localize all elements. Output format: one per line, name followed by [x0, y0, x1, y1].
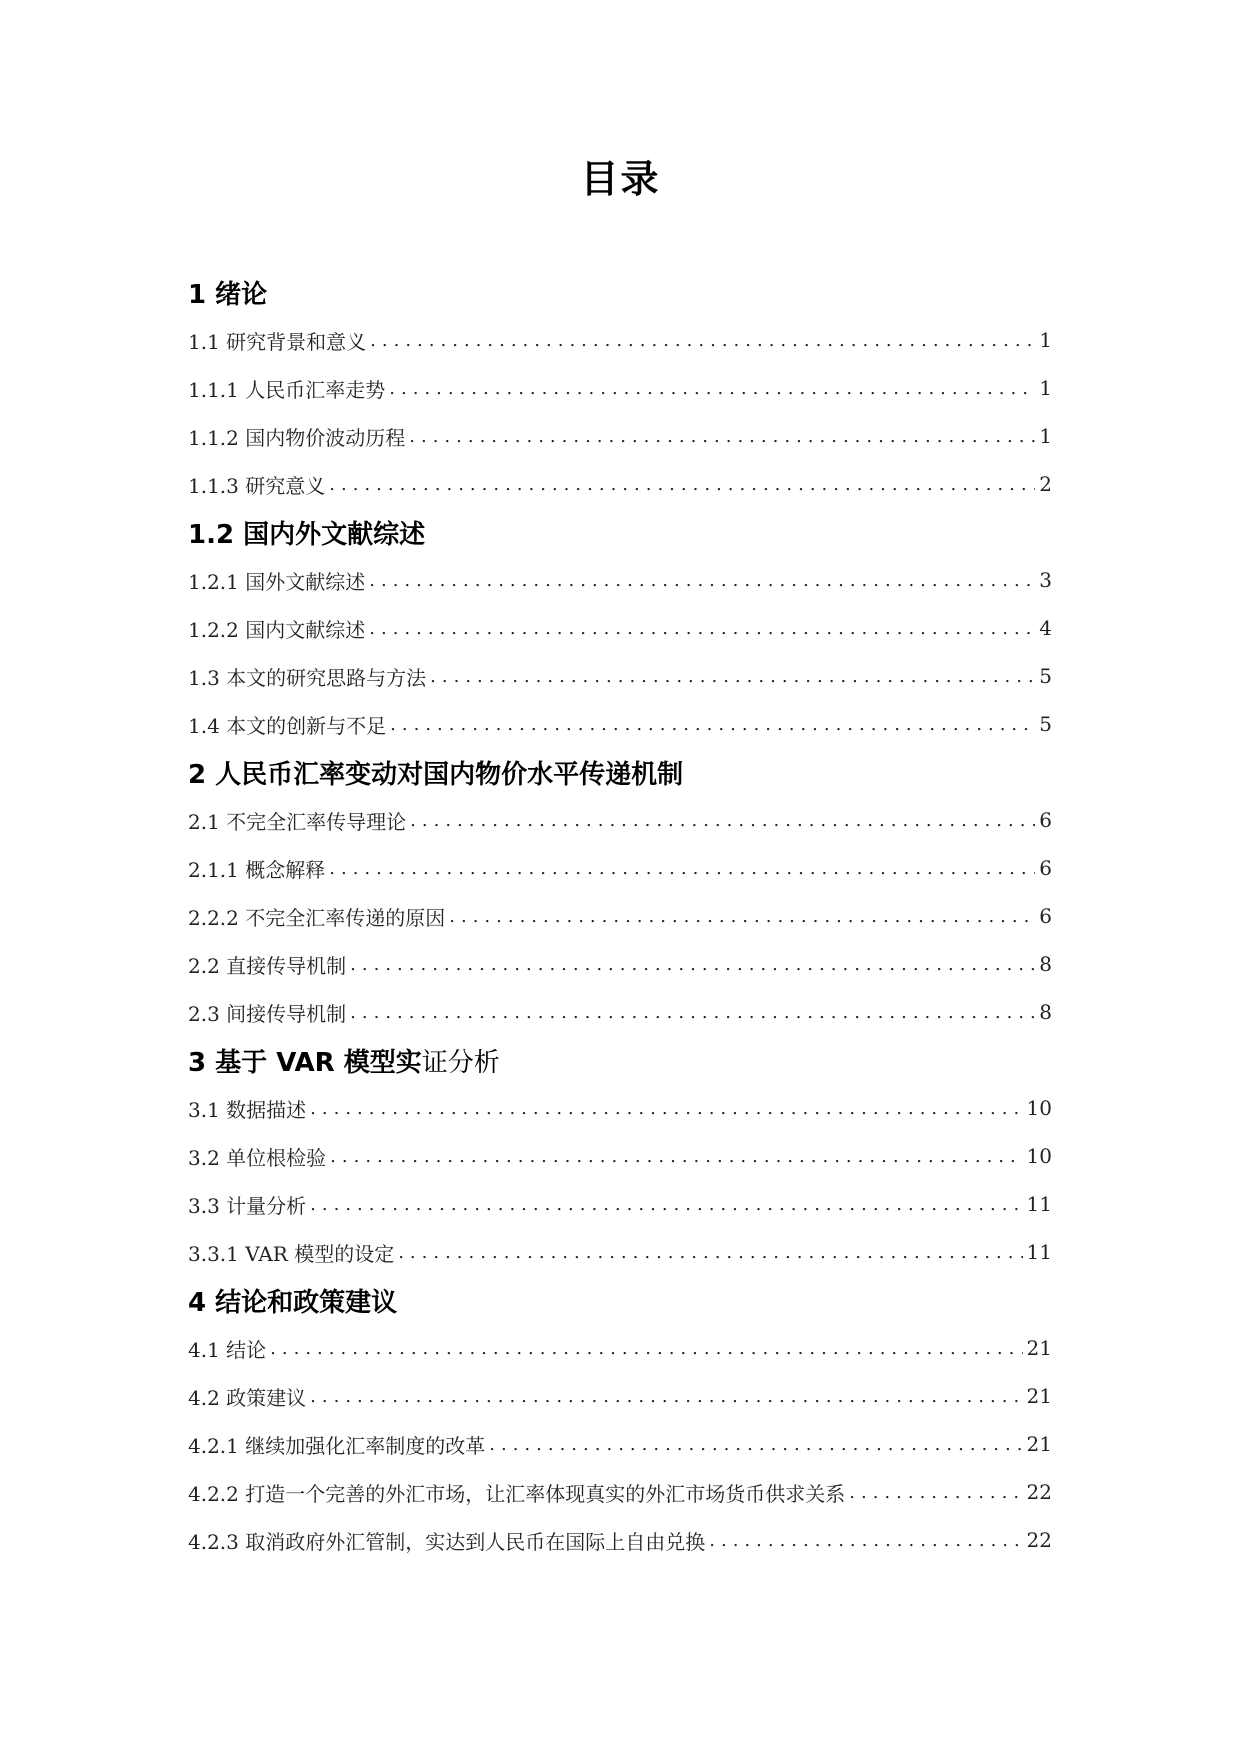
toc-entry-label: 3.1 数据描述 [188, 1097, 307, 1122]
toc-entry-page: 21 [1026, 1384, 1052, 1408]
toc-entry[interactable] [188, 412, 1052, 460]
toc-entry-page: 8 [1039, 952, 1052, 976]
dot-leader [849, 1482, 1022, 1503]
toc-entry[interactable] [188, 1516, 1052, 1564]
toc-entry-label: 1.3 本文的研究思路与方法 [188, 665, 427, 690]
toc-entry-page: 5 [1039, 664, 1052, 688]
dot-leader [409, 426, 1035, 447]
toc-entry[interactable] [188, 796, 1052, 844]
dot-leader [369, 570, 1035, 591]
toc-entry[interactable] [188, 316, 1052, 364]
toc-entry-page: 11 [1026, 1192, 1052, 1216]
toc-entry-label: 2.2 直接传导机制 [188, 953, 347, 978]
dot-leader [310, 1194, 1022, 1215]
chapter-heading-text: 2 人民币汇率变动对国内物价水平传递机制 [188, 759, 684, 790]
dot-leader [350, 1002, 1035, 1023]
toc-entry-label: 3.3 计量分析 [188, 1193, 307, 1218]
toc-entry-label: 1.1.2 国内物价波动历程 [188, 425, 406, 450]
dot-leader [390, 714, 1035, 735]
toc-entry[interactable] [188, 460, 1052, 508]
toc-entry-page: 4 [1039, 616, 1052, 640]
dot-leader [398, 1242, 1022, 1263]
dot-leader [370, 330, 1035, 351]
toc-entry-label: 2.2.2 不完全汇率传递的原因 [188, 905, 446, 930]
toc-entry-page: 10 [1026, 1096, 1052, 1120]
chapter-heading-1-2[interactable] [188, 508, 1052, 556]
toc-entry-page: 22 [1026, 1528, 1052, 1552]
toc-entry[interactable] [188, 1468, 1052, 1516]
dot-leader [489, 1434, 1022, 1455]
toc-entry-label: 4.2.3 取消政府外汇管制，实达到人民币在国际上自由兑换 [188, 1529, 706, 1554]
toc-entry[interactable] [188, 364, 1052, 412]
chapter-heading-3[interactable] [188, 1036, 1052, 1084]
dot-leader [329, 858, 1035, 879]
toc-entry-page: 10 [1026, 1144, 1052, 1168]
dot-leader [369, 618, 1035, 639]
dot-leader [449, 906, 1035, 927]
toc-entry-label: 1.1.1 人民币汇率走势 [188, 377, 386, 402]
toc-entry[interactable] [188, 700, 1052, 748]
toc-entry-page: 6 [1039, 808, 1052, 832]
toc-entry-label: 2.3 间接传导机制 [188, 1001, 347, 1026]
dot-leader [410, 810, 1035, 831]
toc-entry[interactable] [188, 556, 1052, 604]
dot-leader [330, 1146, 1022, 1167]
toc-entry[interactable] [188, 1132, 1052, 1180]
toc-entry[interactable] [188, 1084, 1052, 1132]
toc-entry-page: 21 [1026, 1432, 1052, 1456]
chapter-heading-2[interactable] [188, 748, 1052, 796]
dot-leader [350, 954, 1035, 975]
chapter-heading-text: 3 基于 VAR 模型实 [188, 1047, 422, 1078]
toc-entry[interactable] [188, 940, 1052, 988]
toc-entry-label: 4.2.1 继续加强化汇率制度的改革 [188, 1433, 486, 1458]
toc-entry-page: 1 [1039, 424, 1052, 448]
toc-entry-label: 3.3.1 VAR 模型的设定 [188, 1241, 395, 1266]
toc-entry-label: 1.2.2 国内文献综述 [188, 617, 366, 642]
toc-entry-page: 8 [1039, 1000, 1052, 1024]
toc-entry[interactable] [188, 1180, 1052, 1228]
toc-entry-label: 4.2.2 打造一个完善的外汇市场，让汇率体现真实的外汇市场货币供求关系 [188, 1481, 846, 1506]
toc-entry-label: 2.1 不完全汇率传导理论 [188, 809, 407, 834]
toc-entry-page: 1 [1039, 376, 1052, 400]
toc-entry[interactable] [188, 1372, 1052, 1420]
toc-entry-label: 1.2.1 国外文献综述 [188, 569, 366, 594]
toc-entry-page: 22 [1026, 1480, 1052, 1504]
toc-entry[interactable] [188, 1420, 1052, 1468]
dot-leader [270, 1338, 1022, 1359]
dot-leader [310, 1386, 1022, 1407]
toc-entry-label: 4.2 政策建议 [188, 1385, 307, 1410]
chapter-heading-text: 4 结论和政策建议 [188, 1287, 398, 1318]
toc-entry[interactable] [188, 1324, 1052, 1372]
toc-entry-page: 11 [1026, 1240, 1052, 1264]
page-title: 目录 [580, 157, 661, 201]
dot-leader [389, 378, 1035, 399]
toc-entry[interactable] [188, 604, 1052, 652]
toc-entry[interactable] [188, 892, 1052, 940]
toc-entry-page: 5 [1039, 712, 1052, 736]
dot-leader [329, 474, 1035, 495]
dot-leader [430, 666, 1035, 687]
dot-leader [709, 1530, 1022, 1551]
toc-entry-label: 1.1 研究背景和意义 [188, 329, 367, 354]
toc-entry-label: 2.1.1 概念解释 [188, 857, 326, 882]
toc-entry-page: 1 [1039, 328, 1052, 352]
chapter-heading-1[interactable] [188, 268, 1052, 316]
toc-entry-page: 6 [1039, 904, 1052, 928]
chapter-heading-text: 1 绪论 [188, 279, 268, 310]
dot-leader [310, 1098, 1022, 1119]
toc-entry-page: 21 [1026, 1336, 1052, 1360]
chapter-heading-text-light: 证分析 [421, 1047, 500, 1078]
toc-entry-page: 6 [1039, 856, 1052, 880]
toc-entry-page: 2 [1039, 472, 1052, 496]
toc-entry[interactable] [188, 988, 1052, 1036]
toc-entry-label: 4.1 结论 [188, 1337, 267, 1362]
toc-entry-label: 1.1.3 研究意义 [188, 473, 326, 498]
toc-entry[interactable] [188, 844, 1052, 892]
toc-entry-page: 3 [1039, 568, 1052, 592]
toc-entry[interactable] [188, 1228, 1052, 1276]
table-of-contents [188, 268, 1052, 1564]
toc-entry-label: 1.4 本文的创新与不足 [188, 713, 387, 738]
toc-entry[interactable] [188, 652, 1052, 700]
chapter-heading-text: 1.2 国内外文献综述 [188, 519, 426, 550]
chapter-heading-4[interactable] [188, 1276, 1052, 1324]
toc-entry-label: 3.2 单位根检验 [188, 1145, 327, 1170]
